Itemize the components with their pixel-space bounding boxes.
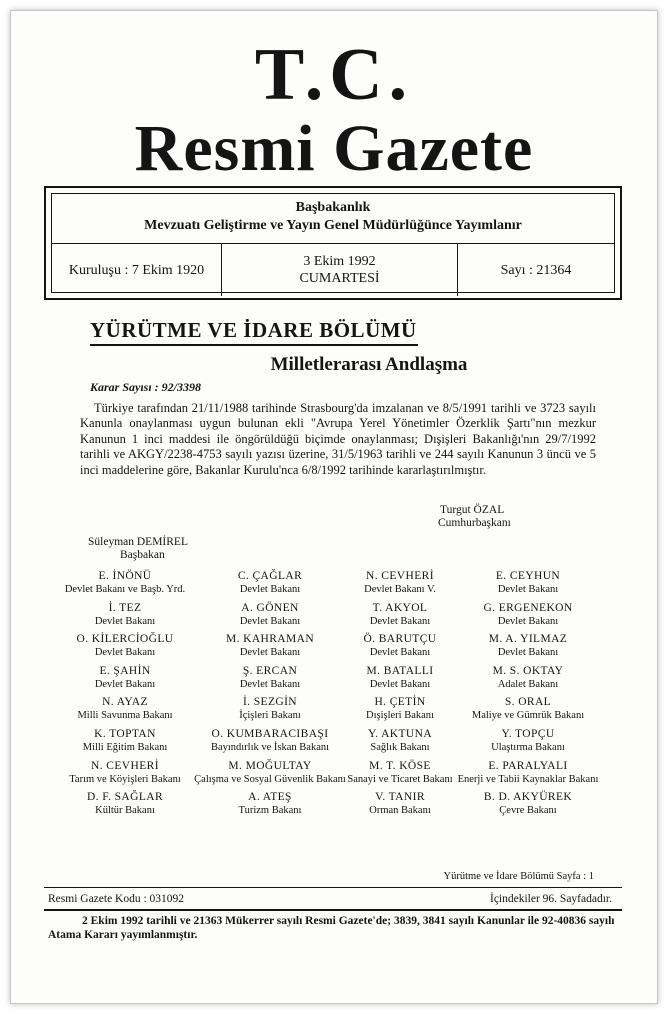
prime-minister-role: Başbakan — [120, 549, 165, 561]
signatory-role: Devlet Bakanı — [94, 678, 156, 690]
signatory-role: Milli Eğitim Bakanı — [82, 742, 168, 753]
signatory-role: Turizm Bakanı — [238, 805, 302, 817]
contents-page: İçindekiler 96. Sayfadadır. — [490, 893, 612, 905]
issue-date-cell — [222, 244, 458, 296]
signatory-name: A. ATEŞ — [248, 791, 292, 804]
signatory-name: M. KAHRAMAN — [225, 633, 315, 646]
signatory-name: H. ÇETİN — [374, 696, 426, 709]
signatory-name: Ö. BARUTÇU — [363, 633, 437, 646]
signatory — [438, 570, 618, 596]
subject-heading: Milletlerarası Andlaşma — [270, 354, 468, 375]
signatory-name: N. AYAZ — [102, 696, 148, 709]
signatory-role: Devlet Bakanı — [239, 647, 301, 659]
signatory-name: M. S. OKTAY — [492, 664, 564, 677]
signatory-role: Bayındırlık ve İskan Bakanı — [210, 742, 330, 753]
signatory-name: İ. TEZ — [108, 601, 142, 614]
masthead-tc: T.C. — [254, 34, 414, 116]
signatory-role: Devlet Bakanı — [94, 615, 156, 627]
signatory — [438, 665, 618, 691]
signatory-name: E. PARALYALI — [488, 759, 568, 772]
signatory-role: Kültür Bakanı — [95, 805, 155, 817]
supplement-note: 2 Ekim 1992 tarihli ve 21363 Mükerrer sayılı Resmi Gazete'de; 3839, 3841 sayılı Kanunlar ile 92-40836 sayılı Atama Kararı yayımlanmıştır. — [48, 915, 615, 941]
signatory-name: S. ORAL — [504, 696, 552, 709]
signatory-role: Devlet Bakanı — [239, 615, 301, 627]
directorate: Mevzuatı Geliştirme ve Yayın Genel Müdürlüğünce Yayımlanır — [144, 218, 522, 233]
signatory-role: Tarım ve Köyişleri Bakanı — [69, 773, 181, 785]
decision-number: Karar Sayısı : 92/3398 — [90, 380, 202, 394]
masthead-title: Resmi Gazete — [134, 112, 534, 185]
signatory-name: O. KİLERCİOĞLU — [76, 633, 174, 646]
signatory-name: N. CEVHERİ — [91, 759, 159, 772]
decision-body: Türkiye tarafından 21/11/1988 tarihinde Strasbourg'da imzalanan ve 8/5/1991 tarihli ve 3723 sayılı Kanunla onaylanması uygun bulunan ekli "Avrupa Yerel Yönetimler Özerklik Şartı"nın mezkur Kanunun 1 inci maddesi ile öngörüldüğü biçimde onaylanması; Dışişleri Bakanlığı'nın 29/7/1992 tarihli ve AKGY/2238-4753 sayılı yazısı üzerine, 31/5/1963 tarihli ve 244 sayılı Kanunun 3 üncü ve 5 inci maddelerine göre, Bakanlar Kurulu'nca 6/8/1992 tarihinde kararlaştırılmıştır. — [80, 401, 596, 477]
signatory-role: Milli Savunma Bakanı — [77, 710, 173, 722]
signatory-role: Devlet Bakanı — [497, 615, 559, 627]
signatory-name: Y. TOPÇU — [501, 728, 555, 740]
signatory-name: E. CEYHUN — [495, 570, 561, 582]
signatory-role: Devlet Bakanı — [94, 647, 156, 659]
signatory — [438, 791, 618, 817]
signatory-name: M. MOĞULTAY — [228, 759, 312, 772]
publisher: Başbakanlık — [295, 200, 371, 215]
signatory-role: Devlet Bakanı — [497, 647, 559, 659]
signatory-role: Devlet Bakanı ve Başb. Yrd. — [64, 584, 186, 595]
signatory — [438, 633, 618, 659]
president-role: Cumhurbaşkanı — [438, 517, 511, 529]
signatory-role: Devlet Bakanı — [239, 678, 301, 690]
signatory-name: E. İNÖNÜ — [98, 570, 152, 582]
signatory-role: Adalet Bakanı — [497, 678, 559, 690]
signatory-role: Devlet Bakanı V. — [364, 584, 436, 595]
signatory-role: Sanayi ve Ticaret Bakanı — [347, 773, 453, 785]
signatory-name: Y. AKTUNA — [367, 728, 433, 740]
signatory-name: A. GÖNEN — [241, 601, 299, 614]
gazette-code: Resmi Gazete Kodu : 031092 — [48, 893, 185, 905]
signatory-name: M. A. YILMAZ — [488, 633, 568, 646]
signatory-role: Ulaştırma Bakanı — [491, 742, 565, 753]
signatory-name: İ. SEZGİN — [242, 696, 298, 709]
footer-rule-top — [44, 887, 622, 888]
signatory-name: O. KUMBARACIBAŞI — [211, 728, 329, 740]
signatory-name: B. D. AKYÜREK — [483, 791, 573, 804]
signatory-role: Devlet Bakanı — [369, 647, 431, 659]
signatory-role: Devlet Bakanı — [497, 584, 559, 595]
signatory-role: İçişleri Bakanı — [239, 710, 301, 722]
signatory-name: T. AKYOL — [372, 601, 428, 614]
signatory-role: Devlet Bakanı — [369, 678, 431, 690]
signatory-name: Ş. ERCAN — [242, 664, 298, 677]
issue-number: Sayı : 21364 — [500, 262, 572, 278]
signatory-name: G. ERGENEKON — [483, 601, 573, 614]
footer-rule-bottom — [44, 909, 622, 911]
signatory-name: E. ŞAHİN — [99, 664, 151, 677]
prime-minister-name: Süleyman DEMİREL — [88, 536, 188, 548]
signatory-name: V. TANIR — [375, 791, 425, 804]
president-signature — [438, 504, 511, 530]
signatory-role: Devlet Bakanı — [239, 584, 301, 595]
signatory-role: Sağlık Bakanı — [370, 742, 430, 753]
issue-date: 3 Ekim 1992 — [303, 254, 376, 269]
signatory-name: N. CEVHERİ — [366, 570, 434, 582]
signatory-role: Dışişleri Bakanı — [366, 710, 434, 722]
header-info-row — [52, 244, 614, 296]
issue-weekday: CUMARTESİ — [299, 271, 380, 286]
signatory-name: M. BATALLI — [366, 664, 434, 677]
signatory-role: Çevre Bakanı — [499, 805, 557, 817]
signatory — [438, 728, 618, 754]
signatory-role: Orman Bakanı — [369, 805, 431, 817]
signatory — [438, 696, 618, 722]
header-box — [44, 186, 622, 300]
header-inner — [51, 193, 615, 293]
signatory-name: D. F. SAĞLAR — [86, 791, 164, 804]
signatory-role: Enerji ve Tabii Kaynaklar Bakanı — [457, 773, 599, 785]
signatory-role: Çalışma ve Sosyal Güvenlik Bakanı — [194, 773, 346, 785]
signatory-name: C. ÇAĞLAR — [237, 570, 303, 582]
prime-minister-signature — [88, 536, 188, 562]
signatory-role: Devlet Bakanı — [369, 615, 431, 627]
section-page-note: Yürütme ve İdare Bölümü Sayfa : 1 — [443, 871, 594, 882]
section-title: YÜRÜTME VE İDARE BÖLÜMÜ — [90, 318, 417, 342]
signatory — [438, 602, 618, 628]
header-top — [52, 194, 614, 244]
section-underline — [90, 344, 418, 346]
signatory-name: K. TOPTAN — [94, 728, 156, 740]
president-name: Turgut ÖZAL — [440, 504, 505, 516]
signatory-name: M. T. KÖSE — [369, 759, 431, 772]
founded-date: Kuruluşu : 7 Ekim 1920 — [52, 244, 222, 296]
signatory-role: Maliye ve Gümrük Bakanı — [471, 710, 585, 722]
signatory — [438, 760, 618, 786]
